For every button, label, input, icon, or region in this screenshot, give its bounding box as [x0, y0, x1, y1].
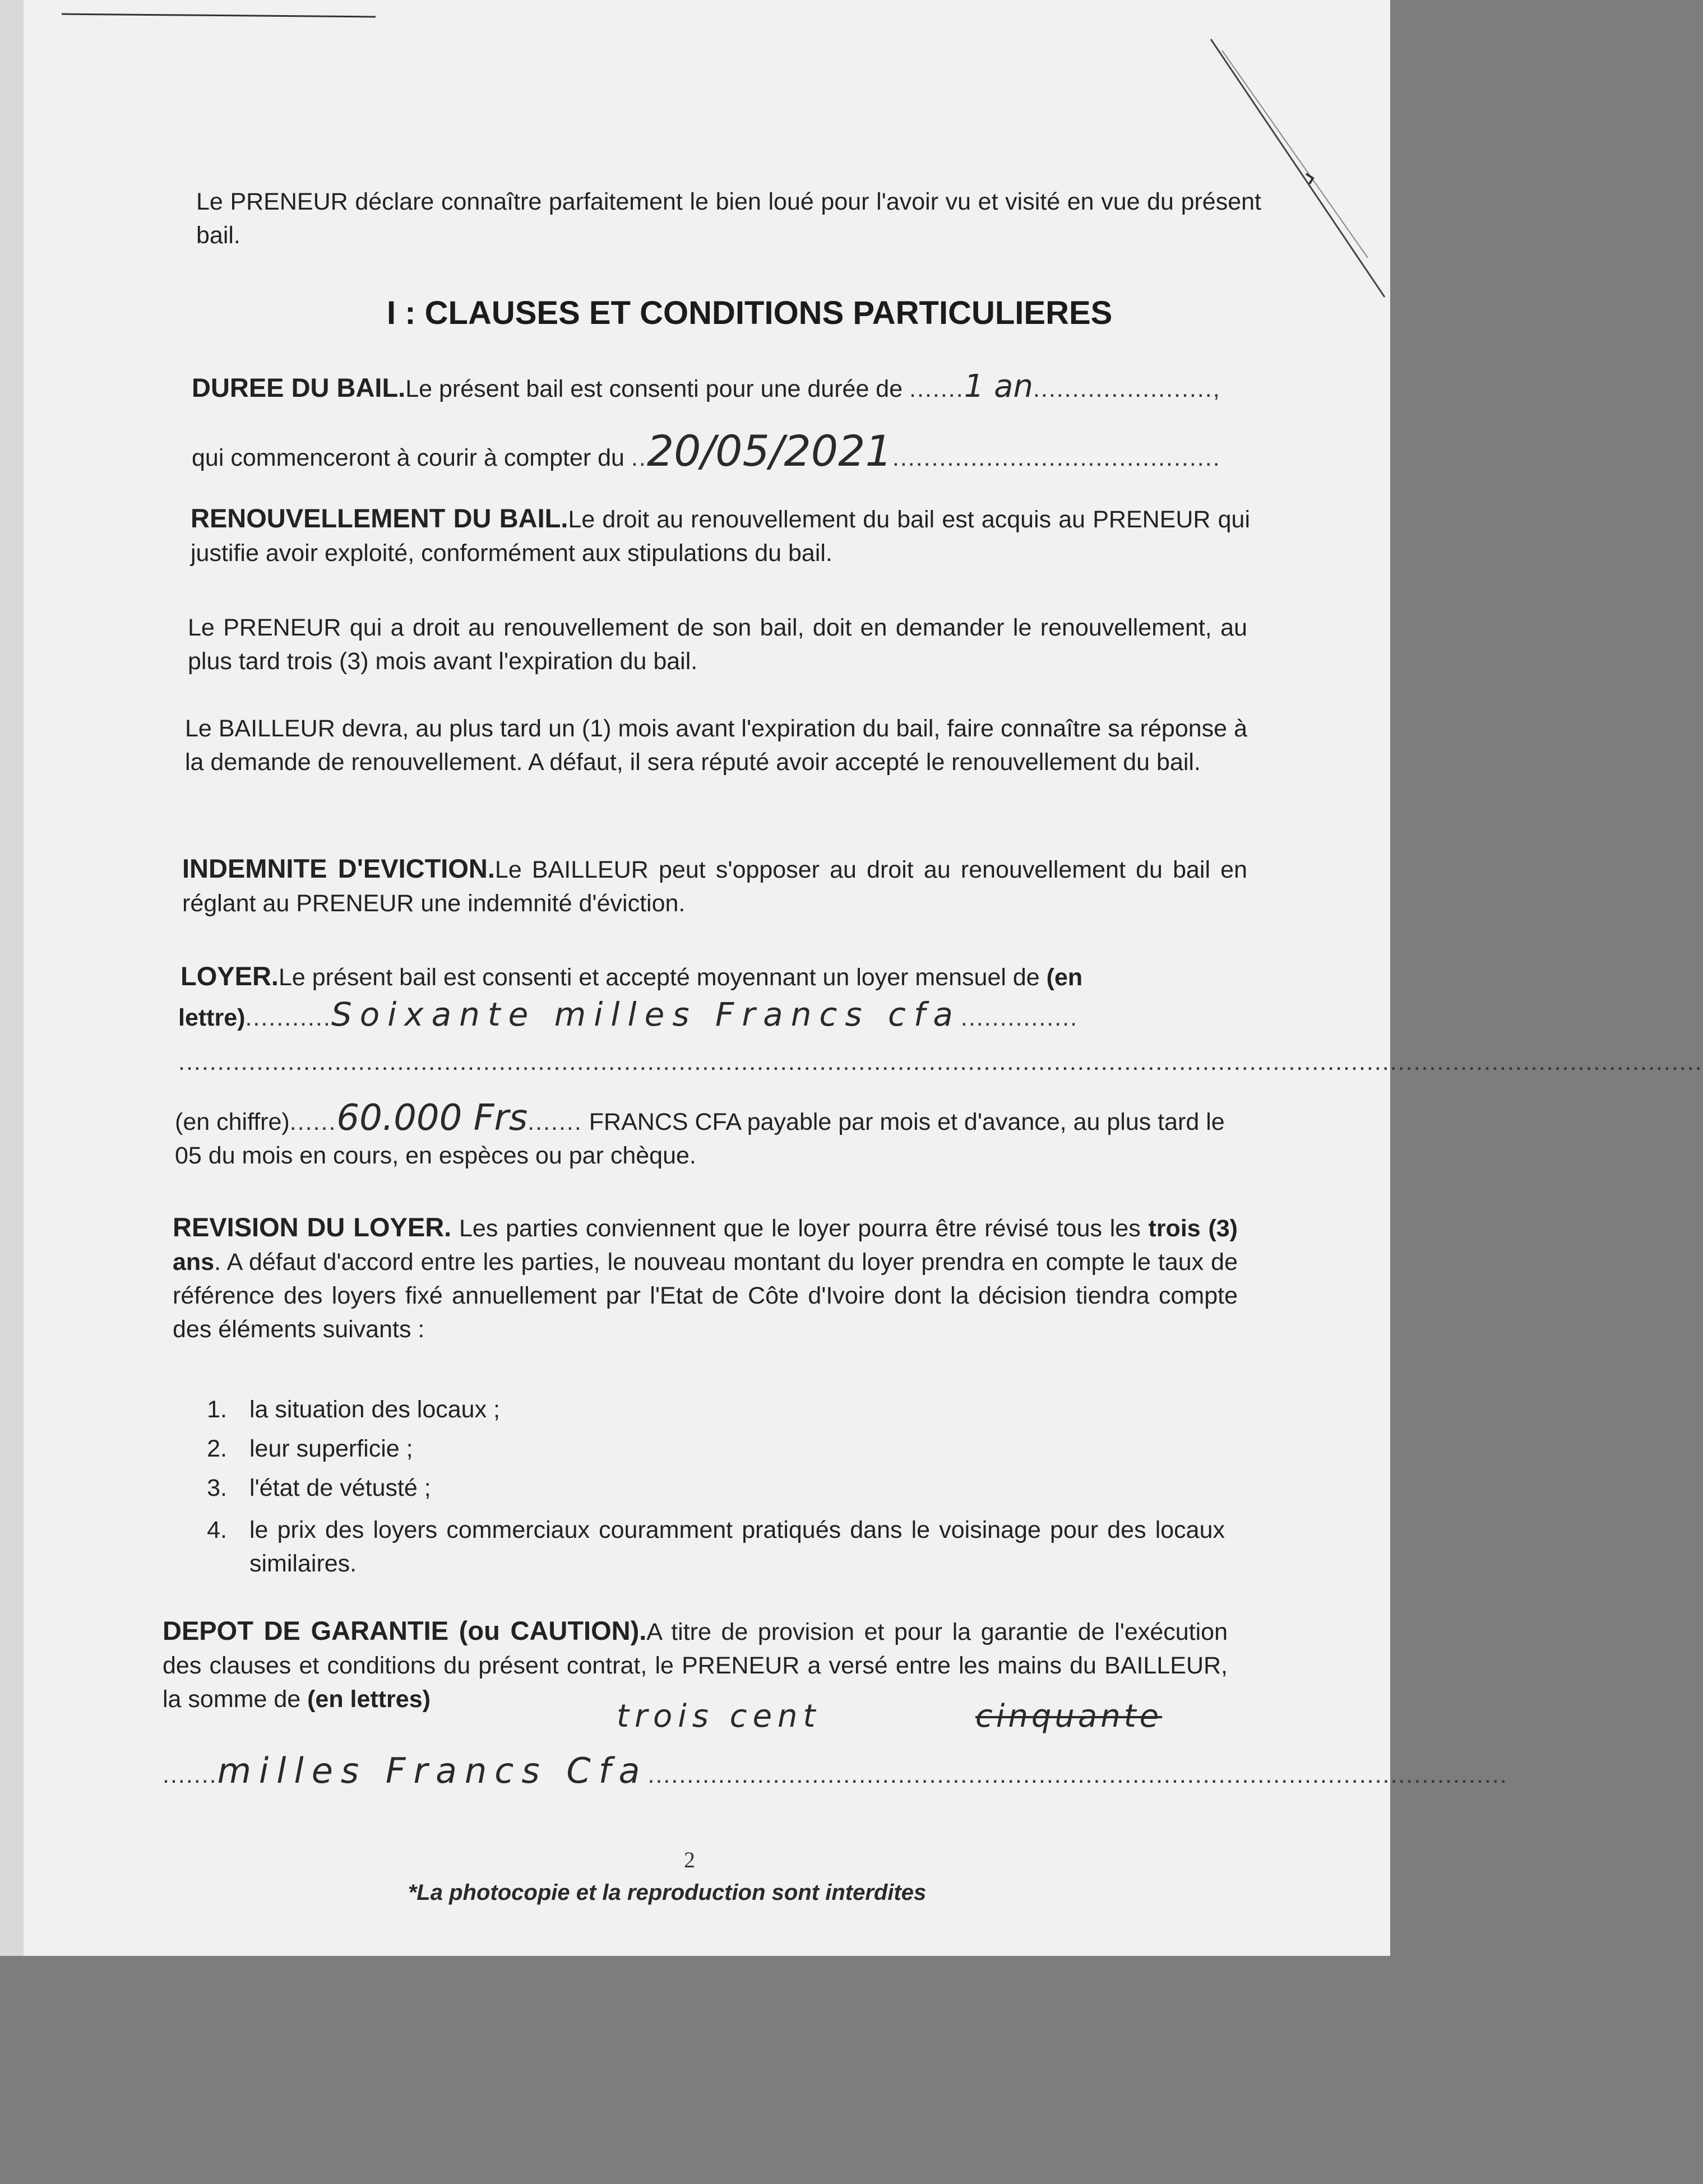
handwritten-start-date: 20/05/2021: [646, 426, 892, 476]
page-number: 2: [684, 1847, 695, 1872]
handwritten-deposit-struck: cinquante: [975, 1698, 1163, 1735]
revision-period: trois (3) ans: [173, 1215, 1238, 1276]
duree-text-1: Le présent bail est consenti pour une durée de: [405, 375, 910, 402]
loyer-en-chiffre: (en chiffre): [175, 1109, 290, 1135]
page-fold-mark: [1200, 34, 1390, 325]
depot-heading: DEPOT DE GARANTIE (ou CAUTION).: [163, 1616, 647, 1645]
list-item-number: 4.: [207, 1517, 227, 1543]
loyer-blank-line: ...................................................................................................................................................................................................: [178, 1049, 1703, 1075]
depot-line-2: .......milles Francs Cfa..............................................................................................................: [163, 1750, 1508, 1791]
list-item-number: 2.: [207, 1435, 227, 1462]
list-item: [193, 1513, 1225, 1586]
duree-heading: DUREE DU BAIL.: [192, 373, 406, 402]
loyer-lettre-label: lettre): [178, 1004, 246, 1031]
renouvellement-para2: Le PRENEUR qui a droit au renouvellement de son bail, doit en demander le renouvellement, au plus tard trois (3) mois avant l'expiration du bail.: [188, 614, 1247, 675]
handwritten-rent-amount: 60.000 Frs: [336, 1097, 528, 1139]
loyer-text-1: Le présent bail est consenti et accepté moyennant un loyer mensuel de: [278, 964, 1047, 991]
renouvellement-heading: RENOUVELLEMENT DU BAIL.: [191, 503, 568, 533]
revision-text-1: Les parties conviennent que le loyer pourra être révisé tous les: [451, 1215, 1149, 1242]
revision-heading: REVISION DU LOYER.: [173, 1212, 452, 1242]
renouvellement-paragraph-2: [188, 611, 1247, 678]
renouvellement-paragraph: [191, 502, 1250, 570]
renouvellement-para3: Le BAILLEUR devra, au plus tard un (1) mois avant l'expiration du bail, faire connaître sa réponse à la demande de renouvellement. A défaut, il sera réputé avoir accepté le renouvellement du bail.: [185, 715, 1247, 776]
renouvellement-paragraph-3: [185, 712, 1247, 779]
handwritten-deposit-1: trois cent: [617, 1698, 821, 1735]
list-item-text: le prix des loyers commerciaux couramment pratiqués dans le voisinage pour des locaux similaires.: [249, 1517, 1225, 1577]
renouvellement-text: Le droit au renouvellement du bail est acquis au PRENEUR qui justifie avoir exploité, conformément aux stipulations du bail.: [191, 506, 1250, 567]
scan-left-edge: [0, 0, 24, 1956]
footer-note: *La photocopie et la reproduction sont interdites: [408, 1880, 927, 1905]
intro-text: Le PRENEUR déclare connaître parfaitement le bien loué pour l'avoir vu et visité en vue du présent bail.: [196, 188, 1261, 249]
duree-paragraph-2: qui commenceront à courir à compter du ..20/05/2021..........................................: [192, 426, 1221, 476]
duree-paragraph: DUREE DU BAIL.Le présent bail est consenti pour une durée de .......1 an.......................,: [192, 368, 1221, 405]
loyer-lettre-line: lettre)...........Soixante milles Francs cfa...............: [178, 995, 1079, 1033]
loyer-en-lettre: (en: [1046, 964, 1083, 991]
list-item-number: 1.: [207, 1396, 227, 1423]
list-item-number: 3.: [207, 1474, 227, 1501]
loyer-text-2: FRANCS CFA payable par mois et d'avance, au plus tard le 05 du mois en cours, en espèces ou par chèque.: [175, 1109, 1225, 1169]
depot-text: A titre de provision et pour la garantie de l'exécution des clauses et conditions du présent contrat, le PRENEUR a versé entre les mains du BAILLEUR, la somme de: [163, 1619, 1228, 1713]
indemnite-heading: INDEMNITE D'EVICTION.: [182, 854, 495, 883]
intro-paragraph: [196, 185, 1261, 252]
duree-text-2: qui commenceront à courir à compter du: [192, 444, 631, 471]
handwritten-deposit-2: milles Francs Cfa: [217, 1750, 648, 1791]
indemnite-text: Le BAILLEUR peut s'opposer au droit au renouvellement du bail en réglant au PRENEUR une indemnité d'éviction.: [182, 856, 1248, 917]
section-title: I : CLAUSES ET CONDITIONS PARTICULIERES: [387, 295, 1113, 331]
handwritten-rent-words: Soixante milles Francs cfa: [331, 995, 961, 1033]
revision-text-2: . A défaut d'accord entre les parties, le nouveau montant du loyer prendra en compte le taux de référence des loyers fixé annuellement par l'Etat de Côte d'Ivoire dont la décision tiendra compte des éléments suivants :: [173, 1249, 1238, 1343]
loyer-chiffre-line: (en chiffre)......60.000 Frs....... FRANCS CFA payable par mois et d'avance, au plus tard le 05 du mois en cours, en espèces ou par chèque.: [175, 1097, 1225, 1169]
loyer-paragraph: [181, 959, 1246, 994]
depot-en-lettres: (en lettres): [307, 1686, 431, 1713]
list-item-text: la situation des locaux ;: [249, 1396, 500, 1423]
loyer-heading: LOYER.: [181, 961, 279, 991]
handwritten-duration: 1 an: [964, 368, 1033, 405]
list-item-text: leur superficie ;: [249, 1435, 413, 1462]
indemnite-paragraph: [182, 852, 1247, 920]
revision-paragraph: [173, 1211, 1238, 1346]
scan-background: [0, 1956, 1390, 2184]
list-item-text: l'état de vétusté ;: [249, 1474, 431, 1501]
